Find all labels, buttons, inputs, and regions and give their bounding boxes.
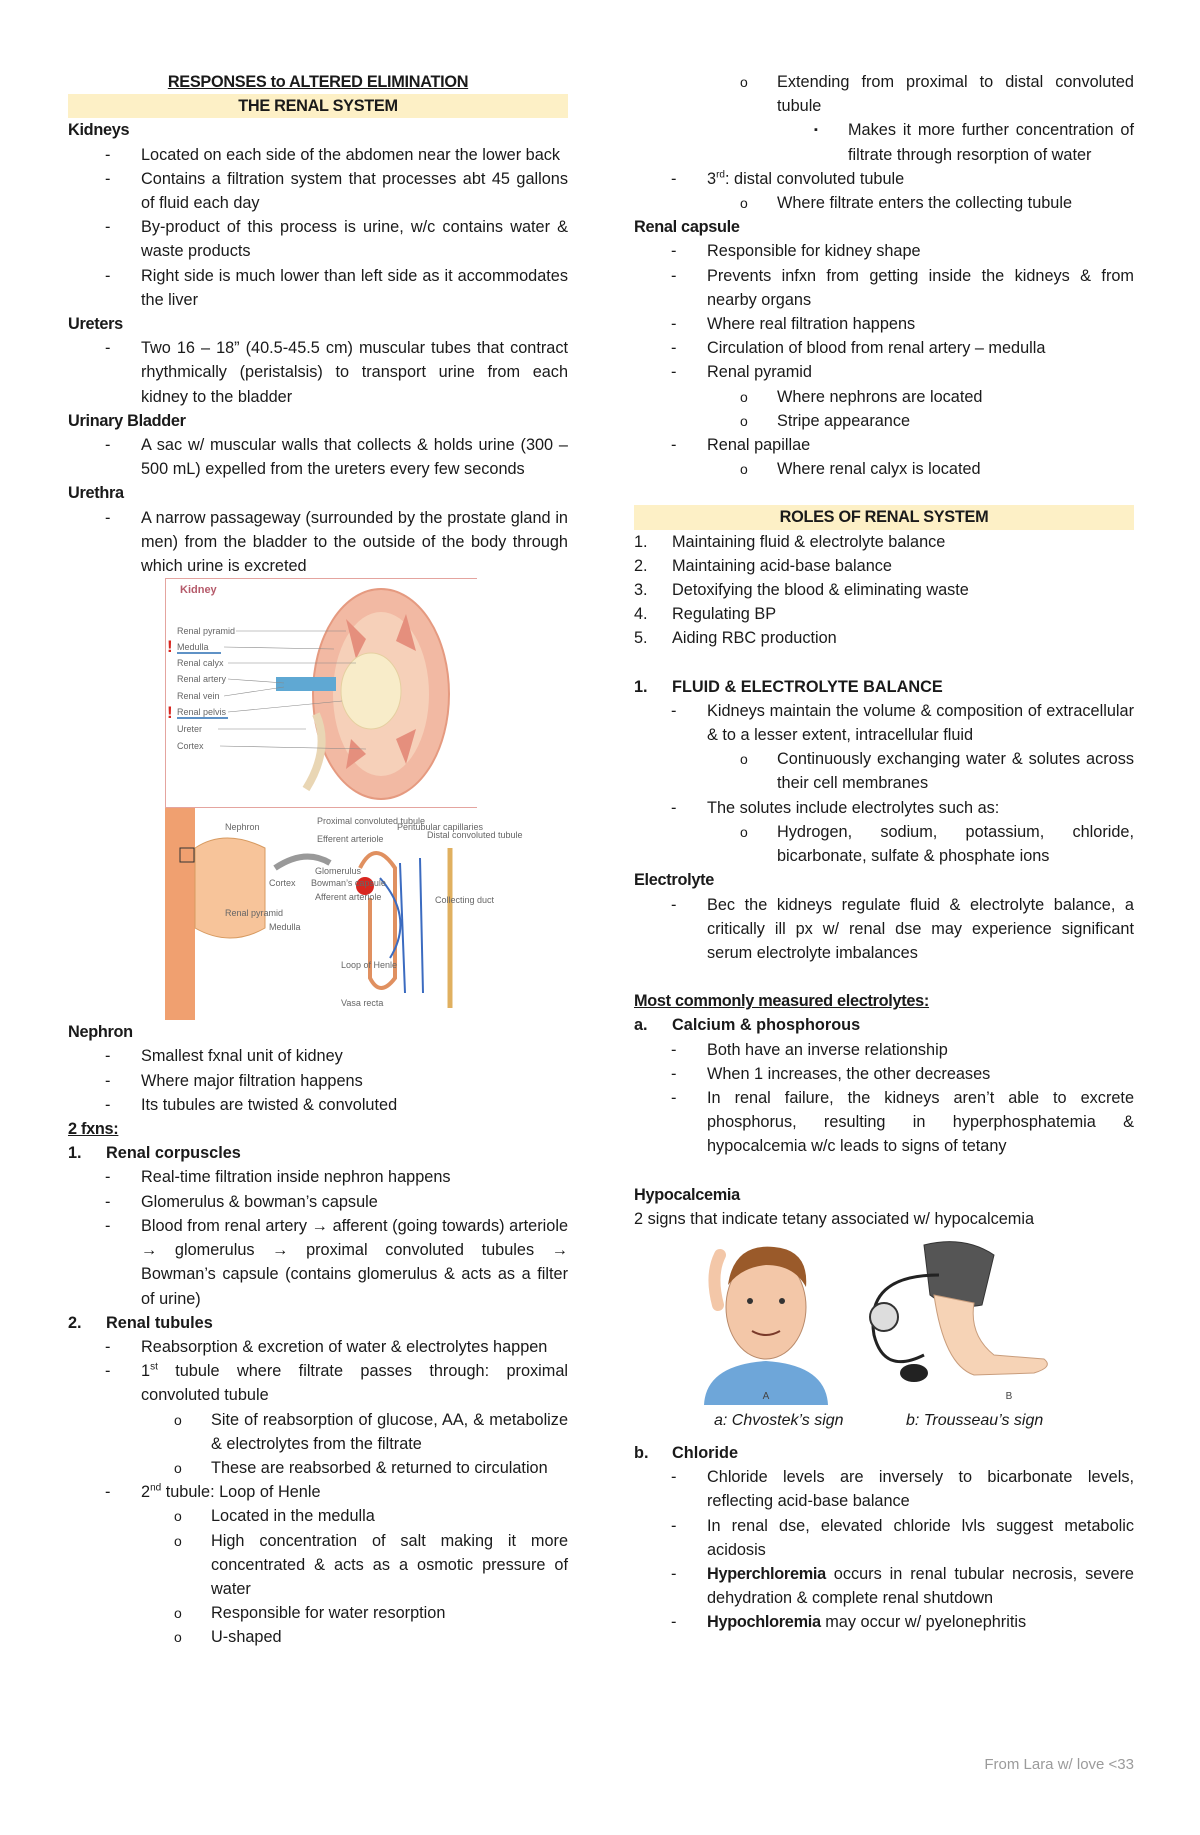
chloride-heading: b. Chloride	[634, 1443, 739, 1462]
ureter-shape	[306, 714, 322, 789]
electrolyte-heading: Electrolyte	[634, 871, 714, 890]
calcium-bullet: - In renal failure, the kidneys aren’t able to excrete phosphorus, resulting in hyperphosphatemia & hypocalcemia w/c leads to signs of tetany	[671, 1088, 1134, 1156]
kidney-label: Renal calyx	[177, 658, 224, 669]
nephron-label: Medulla	[269, 922, 301, 933]
caption-trousseau: b: Trousseau’s sign	[906, 1411, 1044, 1429]
chloride-bullet: - In renal dse, elevated chloride lvls suggest metabolic acidosis	[671, 1516, 1134, 1559]
nephron-label: Glomerulus	[315, 866, 362, 877]
tubule-2-sub: o Located in the medulla	[174, 1507, 375, 1526]
kidney-anatomy-figure	[165, 578, 523, 1020]
tubule-2-bullet: - 2nd tubule: Loop of Henle	[105, 1482, 321, 1502]
chvostek-sign-image	[704, 1247, 828, 1405]
tubule-2-sub: o U-shaped	[174, 1628, 282, 1647]
chloride-bullet: - Hyperchloremia occurs in renal tubular necrosis, severe dehydration & complete renal shutdown	[671, 1564, 1134, 1608]
renal-pelvis-shape	[341, 653, 401, 729]
tubule-2-subsub: ▪ Makes it more further concentration of filtrate through resorption of water	[814, 121, 1134, 164]
spacer	[634, 965, 1134, 989]
nephron-illustration	[165, 808, 523, 1020]
renal-vessel	[276, 677, 336, 691]
capsule-bullet: - Where real filtration happens	[671, 315, 916, 334]
nephron-label: Loop of Henle	[341, 960, 398, 971]
capsule-bullet: - Circulation of blood from renal artery – medulla	[671, 339, 1046, 358]
document-title: RESPONSES to ALTERED ELIMINATION	[167, 73, 469, 91]
urethra-heading: Urethra	[68, 484, 124, 503]
kidneys-bullet: - By-product of this process is urine, w/c contains water & waste products	[105, 218, 568, 261]
bladder-bullet: - A sac w/ muscular walls that collects & holds urine (300 – 500 mL) expelled from the ureters every few seconds	[105, 436, 568, 479]
kidneys-bullet: - Right side is much lower than left side as it accommodates the liver	[105, 266, 568, 309]
nephron-label: Distal convoluted tubule	[427, 830, 523, 841]
tubule-3-bullet: - 3rd: distal convoluted tubule	[671, 169, 905, 188]
corpuscles-bullet: - Glomerulus & bowman’s capsule	[105, 1192, 378, 1211]
figure-kidney-title: Kidney	[180, 584, 217, 597]
kidney-label: Renal pelvis	[177, 707, 227, 718]
right-column	[634, 70, 1134, 1635]
kidney-label: Renal artery	[177, 674, 227, 685]
figure-letter-b: B	[1005, 1390, 1013, 1402]
nephron-label: Efferent arteriole	[317, 834, 384, 845]
kidney-section-strip	[165, 808, 195, 1020]
nephron-bullet: - Where major filtration happens	[105, 1071, 363, 1090]
tubule-1-sub: o These are reabsorbed & returned to circulation	[174, 1458, 548, 1477]
role-item: 4. Regulating BP	[634, 605, 777, 624]
figure-letter-a: A	[762, 1390, 770, 1402]
kidney-label: Renal pyramid	[177, 626, 236, 637]
kidneys-bullet: - Located on each side of the abdomen near the lower back	[105, 145, 561, 164]
chloride-bullet: - Chloride levels are inversely to bicarbonate levels, reflecting acid-base balance	[671, 1468, 1134, 1511]
nephron-label: Collecting duct	[435, 895, 495, 906]
fluid-bullet: - The solutes include electrolytes such as:	[671, 798, 1000, 817]
nephron-heading: Nephron	[68, 1023, 133, 1042]
tubules-bullet: - Reabsorption & excretion of water & electrolytes happen	[105, 1337, 548, 1356]
kidneys-bullet: - Contains a filtration system that processes abt 45 gallons of fluid each day	[105, 169, 568, 213]
tubule-2-sub: o Extending from proximal to distal convoluted tubule	[740, 73, 1134, 116]
calcium-heading: a. Calcium & phosphorous	[634, 1016, 861, 1035]
corpuscles-bullet: - Blood from renal artery → afferent (going towards) arteriole → glomerulus → proximal convoluted tubules → Bowman’s capsule (contains glomerulus & acts as a filter of urine)	[105, 1216, 568, 1308]
renal-pyramid-bullet: - Renal pyramid	[671, 363, 812, 382]
kidney-illustration	[166, 579, 478, 807]
tubule-1-sub: o Site of reabsorption of glucose, AA, & metabolize & electrolytes from the filtrate	[174, 1410, 568, 1453]
alert-mark-medulla: !	[167, 637, 173, 657]
bladder-heading: Urinary Bladder	[68, 411, 186, 430]
role-item: 2. Maintaining acid-base balance	[634, 556, 892, 575]
alert-mark-renal-pelvis: !	[167, 703, 173, 723]
renal-papillae-bullet: - Renal papillae	[671, 436, 811, 455]
calcium-bullet: - When 1 increases, the other decreases	[671, 1064, 991, 1083]
left-column	[68, 70, 568, 1650]
nephron-label: Vasa recta	[341, 998, 384, 1009]
role-item: 5. Aiding RBC production	[634, 629, 837, 648]
kidney-label: Renal vein	[177, 691, 220, 702]
trousseau-sign-image	[870, 1242, 1047, 1402]
urethra-bullet: - A narrow passageway (surrounded by the prostate gland in men) from the bladder to the outside of the body through which urine is excreted	[105, 508, 568, 576]
fluid-balance-heading: 1. FLUID & ELECTROLYTE BALANCE	[634, 677, 943, 696]
fxns-heading: 2 fxns:	[68, 1120, 119, 1139]
nephron-bullet: - Smallest fxnal unit of kidney	[105, 1047, 343, 1066]
section-band-roles: ROLES OF RENAL SYSTEM	[634, 505, 1134, 529]
kidneys-heading: Kidneys	[68, 121, 130, 140]
tetany-signs-figure	[634, 1235, 1134, 1441]
kidney-diagram	[165, 578, 477, 808]
nephron-label: Nephron	[225, 822, 260, 833]
renal-tubules-heading: 2. Renal tubules	[68, 1313, 213, 1332]
section-band-renal-system: THE RENAL SYSTEM	[68, 94, 568, 118]
chloride-bullet: - Hypochloremia may occur w/ pyelonephritis	[671, 1613, 1027, 1632]
nephron-label: Bowman’s capsule	[311, 878, 386, 889]
electrolyte-bullet: - Bec the kidneys regulate fluid & electrolyte balance, a critically ill px w/ renal dse may experience significant serum electrolyte imbalances	[671, 895, 1134, 962]
kidney-label: Cortex	[177, 741, 204, 752]
nephron-bullet: - Its tubules are twisted & convoluted	[105, 1095, 398, 1114]
spacer	[634, 481, 1134, 505]
fluid-bullet: - Kidneys maintain the volume & composition of extracellular & to a lesser extent, intracellular fluid	[671, 701, 1134, 745]
fluid-sub: o Hydrogen, sodium, potassium, chloride, bicarbonate, sulfate & phosphate ions	[740, 822, 1134, 866]
renal-corpuscles-heading: 1. Renal corpuscles	[68, 1144, 241, 1163]
nephron-label: Afferent arteriole	[315, 892, 382, 903]
renal-pyramid-sub: o Stripe appearance	[740, 411, 911, 430]
tubule-2-sub: o Responsible for water resorption	[174, 1604, 446, 1623]
spacer	[634, 1159, 1134, 1183]
renal-capsule-heading: Renal capsule	[634, 218, 740, 237]
role-item: 1. Maintaining fluid & electrolyte balance	[634, 532, 946, 551]
ureters-bullet: - Two 16 – 18” (40.5-45.5 cm) muscular tubes that contract rhythmically (peristalsis) to transport urine from each kidney to the bladder	[105, 339, 568, 406]
nephron-diagram	[165, 808, 523, 1020]
kidney-label: Medulla	[177, 642, 209, 653]
renal-pyramid-sub: o Where nephrons are located	[740, 387, 983, 406]
nephron-label: Renal pyramid	[225, 908, 284, 919]
role-item: 3. Detoxifying the blood & eliminating waste	[634, 581, 969, 600]
nephron-label: Cortex	[269, 878, 296, 889]
hypocalcemia-heading: Hypocalcemia	[634, 1185, 740, 1204]
spacer	[634, 651, 1134, 675]
renal-pyramid-section	[195, 838, 265, 938]
capsule-bullet: - Prevents infxn from getting inside the kidneys & from nearby organs	[671, 266, 1134, 309]
tubule-1-bullet: - 1st tubule where filtrate passes through: proximal convoluted tubule	[105, 1361, 568, 1405]
corpuscles-bullet: - Real-time filtration inside nephron happens	[105, 1168, 451, 1187]
hypocalcemia-text: 2 signs that indicate tetany associated w/ hypocalcemia	[634, 1209, 1035, 1228]
capsule-bullet: - Responsible for kidney shape	[671, 242, 921, 261]
tubule-2-sub: o High concentration of salt making it more concentrated & acts as a osmotic pressure of water	[174, 1531, 568, 1598]
tubule-3-sub: o Where filtrate enters the collecting tubule	[740, 194, 1073, 213]
measured-electrolytes-heading: Most commonly measured electrolytes:	[634, 992, 930, 1011]
nephron-label: Proximal convoluted tubule	[317, 816, 426, 827]
nephron-label: Peritubular capillaries	[397, 822, 484, 833]
renal-papillae-sub: o Where renal calyx is located	[740, 460, 981, 479]
calcium-bullet: - Both have an inverse relationship	[671, 1040, 948, 1059]
kidney-label: Ureter	[177, 724, 203, 735]
capillaries	[380, 858, 423, 993]
tetany-illustration	[634, 1235, 1134, 1405]
caption-chvostek: a: Chvostek’s sign	[714, 1411, 844, 1429]
fluid-sub: o Continuously exchanging water & solutes across their cell membranes	[740, 750, 1134, 793]
ureters-heading: Ureters	[68, 315, 123, 334]
footer-note: From Lara w/ love <33	[984, 1756, 1134, 1773]
